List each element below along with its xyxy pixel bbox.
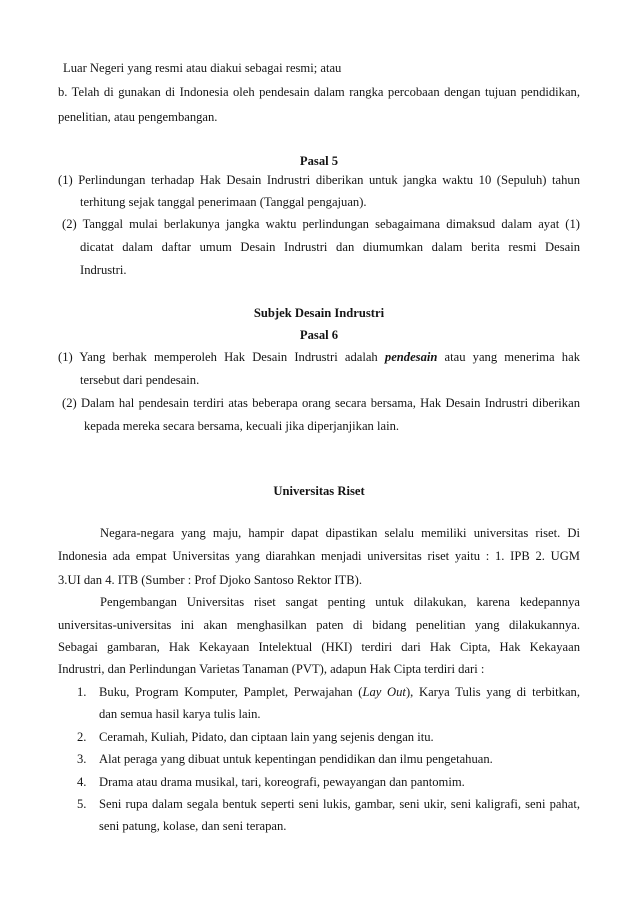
pasal-6-item-1-line — [58, 349, 580, 365]
universitas-riset-heading: Universitas Riset — [273, 484, 365, 498]
item-b-line: penelitian, atau pengembangan. — [58, 110, 218, 124]
paragraph-1-line: Negara-negara yang maju, hampir dapat dipastikan selalu memiliki universitas riset. Di — [100, 526, 580, 540]
paragraph-1-line: Indonesia ada empat Universitas yang diarahkan menjadi universitas riset yaitu : 1. IPB 2. UGM — [58, 549, 580, 563]
list-item-line: Seni rupa dalam segala bentuk seperti seni lukis, gambar, seni ukir, seni kaligrafi, seni pahat, — [99, 797, 580, 811]
list-item-number: 4. — [77, 775, 87, 789]
pasal-6-item-1-text: atau yang menerima hak — [437, 350, 580, 364]
paragraph-2-line: Pengembangan Universitas riset sangat penting untuk dilakukan, karena kedepannya — [100, 595, 580, 609]
continuation-line: Luar Negeri yang resmi atau diakui sebagai resmi; atau — [63, 61, 342, 75]
list-item-line: dan semua hasil karya tulis lain. — [99, 707, 261, 721]
list-item-number: 3. — [77, 752, 87, 766]
list-item-line: Alat peraga yang dibuat untuk kepentingan pendidikan dan ilmu pengetahuan. — [99, 752, 493, 766]
pasal-6-item-1-line: tersebut dari pendesain. — [80, 373, 200, 387]
paragraph-2-line: Indrustri, dan Perlindungan Varietas Tanaman (PVT), adapun Hak Cipta terdiri dari : — [58, 662, 485, 676]
pasal-5-item-2-line: dicatat dalam daftar umum Desain Indrustri dan diumumkan dalam berita resmi Desain — [80, 240, 580, 254]
pasal-5-item-2-line: Indrustri. — [80, 263, 127, 277]
pasal-6-item-2-line: (2) Dalam hal pendesain terdiri atas beberapa orang secara bersama, Hak Desain Indrustri diberikan — [62, 396, 580, 410]
pasal-6-heading: Pasal 6 — [299, 328, 339, 342]
pasal-5-item-1-line: (1) Perlindungan terhadap Hak Desain Indrustri diberikan untuk jangka waktu 10 (Sepuluh) tahun — [58, 173, 580, 187]
paragraph-2-line: universitas-universitas ini akan menghasilkan paten di bidang penelitian yang dilakukannya. — [58, 618, 580, 632]
pasal-6-item-1-text: (1) Yang berhak memperoleh Hak Desain Indrustri adalah — [58, 350, 385, 364]
list-item-text: ), Karya Tulis yang di terbitkan, — [405, 685, 580, 699]
list-item-line — [99, 684, 580, 700]
pasal-5-item-1-line: terhitung sejak tanggal penerimaan (Tanggal pengajuan). — [80, 195, 367, 209]
list-item-line: seni patung, kolase, dan seni terapan. — [99, 819, 287, 833]
list-item-number: 2. — [77, 730, 87, 744]
list-item-text: Buku, Program Komputer, Pamplet, Perwajahan ( — [99, 685, 363, 699]
pasal-6-item-2-line: kepada mereka secara bersama, kecuali jika diperjanjikan lain. — [84, 419, 400, 433]
pasal-5-item-2-line: (2) Tanggal mulai berlakunya jangka waktu perlindungan sebagaimana dimaksud dalam ayat (1) — [62, 217, 580, 231]
list-item-line: Ceramah, Kuliah, Pidato, dan ciptaan lain yang sejenis dengan itu. — [99, 730, 434, 744]
list-item-line: Drama atau drama musikal, tari, koreografi, pewayangan dan pantomim. — [99, 775, 465, 789]
list-item-number: 5. — [77, 797, 87, 811]
pasal-5-heading: Pasal 5 — [299, 154, 339, 168]
pasal-6-emphasis: pendesain — [384, 350, 438, 364]
paragraph-1-line: 3.UI dan 4. ITB (Sumber : Prof Djoko Santoso Rektor ITB). — [58, 573, 362, 587]
list-item-number: 1. — [77, 685, 87, 699]
subjek-heading: Subjek Desain Indrustri — [253, 306, 385, 320]
item-b-line: b. Telah di gunakan di Indonesia oleh pendesain dalam rangka percobaan dengan tujuan pendidikan, — [58, 85, 580, 99]
paragraph-2-line: Sebagai gambaran, Hak Kekayaan Intelektual (HKI) terdiri dari Hak Cipta, Hak Kekayaan — [58, 640, 580, 654]
list-item-italic-term: Lay Out — [362, 685, 406, 699]
